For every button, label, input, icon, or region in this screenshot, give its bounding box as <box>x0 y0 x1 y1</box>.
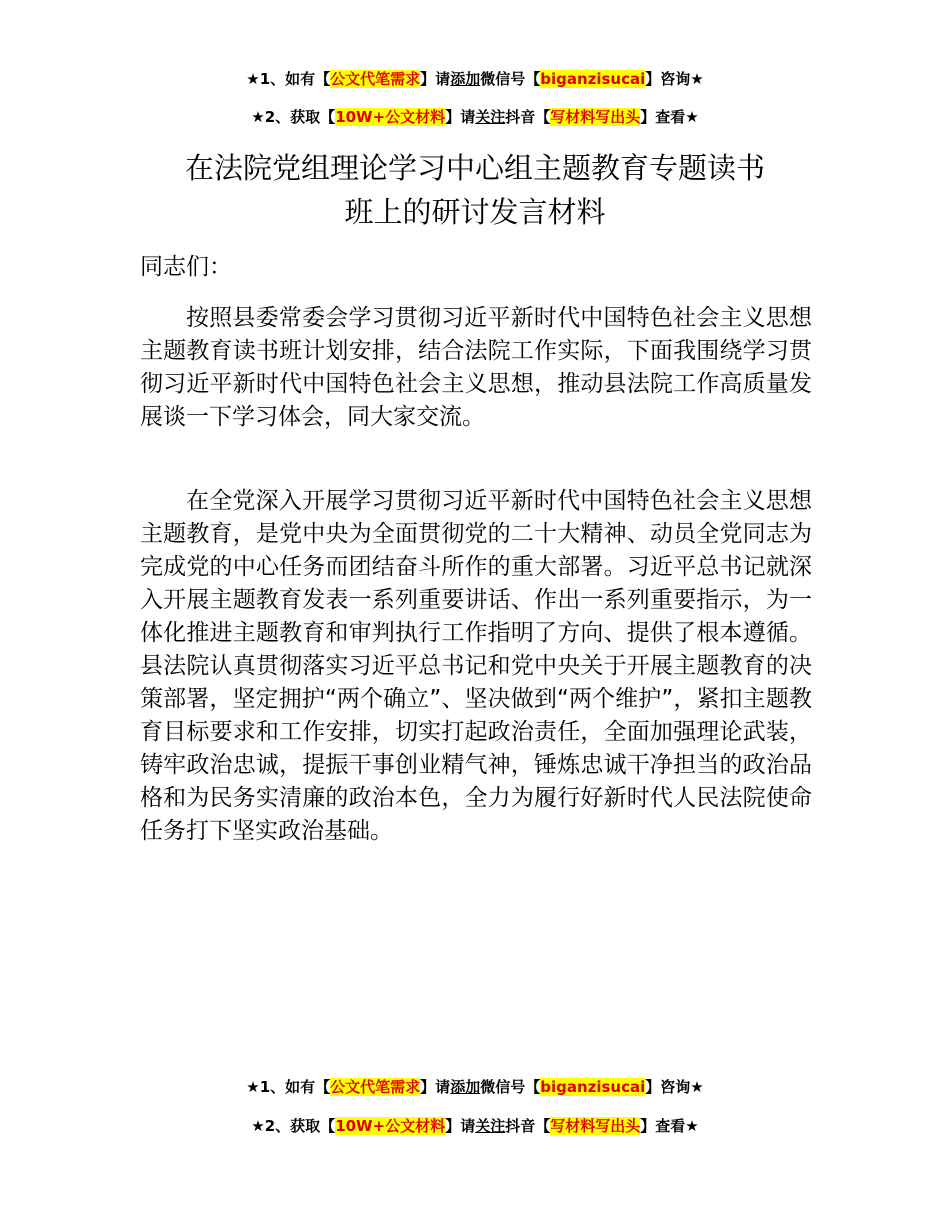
ad-text: 】查看★ <box>640 108 699 126</box>
ad-highlight: 10W+公文材料 <box>335 1117 446 1135</box>
ad-highlight: 10W+公文材料 <box>335 108 446 126</box>
ad-text: ★2、获取【 <box>251 1117 336 1135</box>
ad-highlight: 写材料写出头 <box>550 108 641 126</box>
ad-text: ★2、获取【 <box>251 108 336 126</box>
ad-underlined: 关注 <box>475 1117 506 1135</box>
ad-text: 】咨询★ <box>645 70 704 88</box>
header-ad-line-1 <box>0 69 950 89</box>
body-paragraph-2: 在全党深入开展学习贯彻习近平新时代中国特色社会主义思想主题教育，是党中央为全面贯彻党的二十大精神、动员全党同志为完成党的中心任务而团结奋斗所作的重大部署。习近平总书记就深入开展主题教育发表一系列重要讲话、作出一系列重要指示，为一体化推进主题教育和审判执行工作指明了方向、提供了根本遵循。县法院认真贯彻落实习近平总书记和党中央关于开展主题教育的决策部署，坚定拥护“两个确立”、坚决做到“两个维护”，紧扣主题教育目标要求和工作安排，切实打起政治责任，全面加强理论武装，铸牢政治忠诚，提振干事创业精气神，锤炼忠诚干净担当的政治品格和为民务实清廉的政治本色，全力为履行好新时代人民法院使命任务打下坚实政治基础。 <box>140 488 812 844</box>
title-line-1: 在法院党组理论学习中心组主题教育专题读书 <box>184 151 765 185</box>
title-line-2: 班上的研讨发言材料 <box>344 195 606 229</box>
ad-text: 】请 <box>445 108 476 126</box>
ad-text: 微信号【 <box>480 1078 541 1096</box>
ad-text: ★1、如有【 <box>246 1078 331 1096</box>
document-title <box>140 146 810 234</box>
ad-highlight: 公文代笔需求 <box>330 70 421 88</box>
ad-highlight: biganzisucai <box>540 70 646 88</box>
ad-text: 】请 <box>445 1117 476 1135</box>
ad-text: 】请 <box>420 1078 451 1096</box>
ad-underlined: 添加 <box>450 70 481 88</box>
ad-text: 】咨询★ <box>645 1078 704 1096</box>
ad-highlight: 公文代笔需求 <box>330 1078 421 1096</box>
ad-text: 】查看★ <box>640 1117 699 1135</box>
salutation: 同志们： <box>140 254 232 280</box>
ad-text: 】请 <box>420 70 451 88</box>
footer-ad-line-2 <box>0 1116 950 1136</box>
ad-highlight: 写材料写出头 <box>550 1117 641 1135</box>
ad-text: 抖音【 <box>505 1117 551 1135</box>
ad-underlined: 关注 <box>475 108 506 126</box>
ad-text: 抖音【 <box>505 108 551 126</box>
header-ad-line-2 <box>0 107 950 127</box>
ad-text: ★1、如有【 <box>246 70 331 88</box>
footer-ad-line-1 <box>0 1077 950 1097</box>
ad-text: 微信号【 <box>480 70 541 88</box>
body-paragraph-1: 按照县委常委会学习贯彻习近平新时代中国特色社会主义思想主题教育读书班计划安排，结合法院工作实际，下面我围绕学习贯彻习近平新时代中国特色社会主义思想，推动县法院工作高质量发展谈一下学习体会，同大家交流。 <box>140 305 812 430</box>
ad-highlight: biganzisucai <box>540 1078 646 1096</box>
ad-underlined: 添加 <box>450 1078 481 1096</box>
